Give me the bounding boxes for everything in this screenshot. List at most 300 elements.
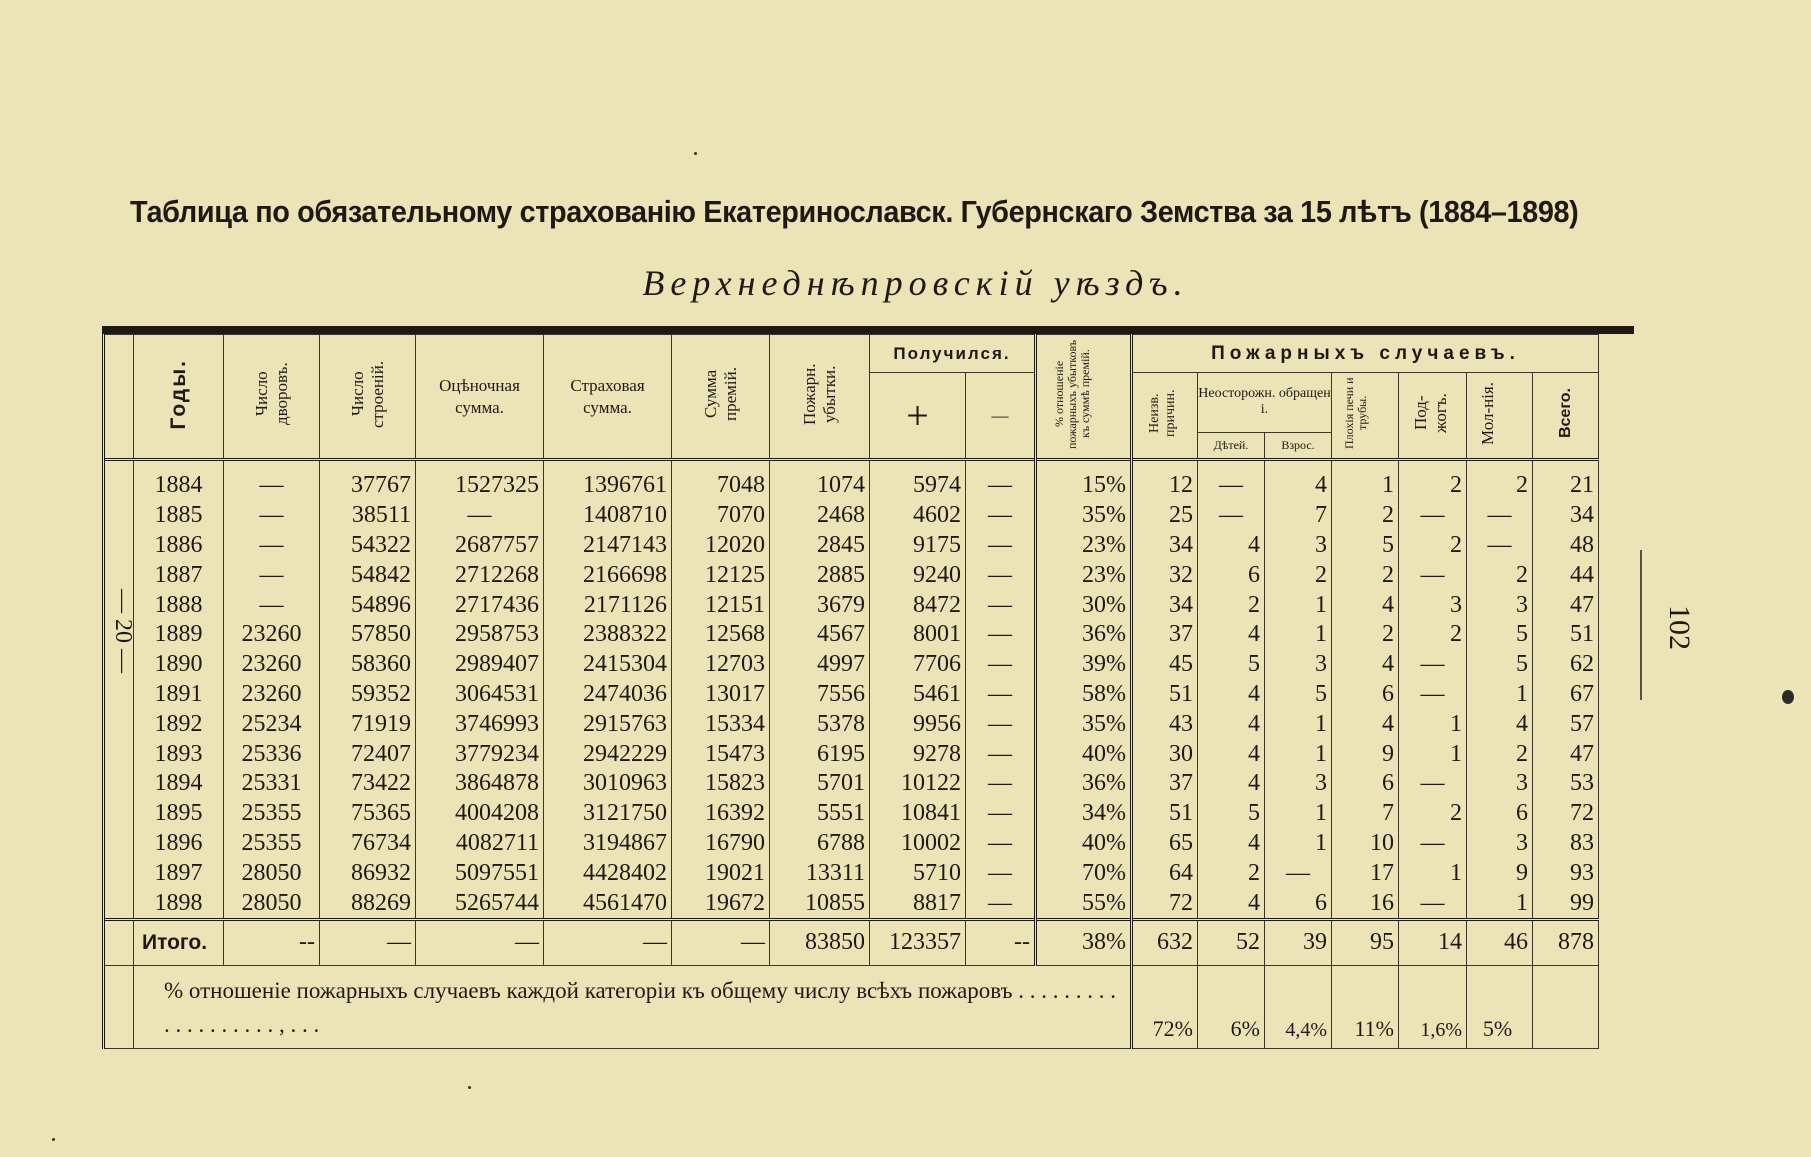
cell-plus: 10002 [870, 829, 966, 859]
cell-arson: — [1399, 888, 1467, 919]
cell-children: — [1198, 501, 1265, 531]
cell-insured: 2166698 [544, 560, 672, 590]
cell-unknown: 64 [1132, 858, 1198, 888]
cell-minus: — [966, 888, 1036, 919]
margin-cell [104, 620, 134, 650]
cell-yards: 25234 [224, 709, 320, 739]
cell-yards: — [224, 460, 320, 501]
cell-yards: 25331 [224, 769, 320, 799]
cell-minus: — [966, 560, 1036, 590]
cell-adults: 1 [1265, 829, 1332, 859]
cell-insured: 2474036 [544, 680, 672, 710]
cell-lightning: 2 [1467, 560, 1533, 590]
cell-losses: 7556 [770, 680, 870, 710]
cell-yards: 25355 [224, 799, 320, 829]
cell-total: 53 [1533, 769, 1599, 799]
cell-valuation: 3064531 [416, 680, 544, 710]
cell-unknown: 25 [1132, 501, 1198, 531]
cell-arson: — [1399, 560, 1467, 590]
cell-valuation: 2687757 [416, 531, 544, 561]
cell-arson: 1 [1399, 709, 1467, 739]
cell-valuation: 3864878 [416, 769, 544, 799]
cell-ratio: 15% [1036, 460, 1132, 501]
cell-insured: 2915763 [544, 709, 672, 739]
cell-buildings: 71919 [320, 709, 416, 739]
cell-total: 83 [1533, 829, 1599, 859]
cell-stoves: 16 [1332, 888, 1399, 919]
cell-total: 47 [1533, 590, 1599, 620]
table-body [104, 460, 1599, 920]
cell-lightning: 1 [1467, 680, 1533, 710]
cell-minus: — [966, 739, 1036, 769]
cell-buildings: 88269 [320, 888, 416, 919]
cell-minus: — [966, 501, 1036, 531]
percent-note: % отношеніе пожарныхъ случаевъ каждой категоріи къ общему числу всѣхъ пожаровъ . . . . . . . . . . . . . . . . . . . , . . . [134, 965, 1132, 1048]
cell-stoves: 1 [1332, 460, 1399, 501]
cell-arson: — [1399, 650, 1467, 680]
cell-arson: 1 [1399, 858, 1467, 888]
table-row [104, 829, 1599, 859]
cell-adults: 4 [1265, 460, 1332, 501]
table-row [104, 888, 1599, 919]
cell-premiums: 12020 [672, 531, 770, 561]
cell-ratio: 23% [1036, 560, 1132, 590]
cell-valuation: 4082711 [416, 829, 544, 859]
cell-minus: — [966, 590, 1036, 620]
table-row [104, 531, 1599, 561]
cell-total: 62 [1533, 650, 1599, 680]
cell-children: 4 [1198, 709, 1265, 739]
cell-plus: 5461 [870, 680, 966, 710]
total-buildings: — [320, 919, 416, 965]
cell-yards: — [224, 560, 320, 590]
cell-premiums: 12703 [672, 650, 770, 680]
cell-year: 1893 [134, 739, 224, 769]
cell-plus: 9175 [870, 531, 966, 561]
margin-cell [104, 829, 134, 859]
cell-total: 51 [1533, 620, 1599, 650]
total-all: 878 [1533, 919, 1599, 965]
cell-total: 57 [1533, 709, 1599, 739]
cell-losses: 6788 [770, 829, 870, 859]
cell-arson: — [1399, 501, 1467, 531]
cell-buildings: 54322 [320, 531, 416, 561]
header-ratio: % отношеніе пожарныхъ убытковъ къ суммѣ премій. [1036, 335, 1132, 460]
cell-premiums: 12151 [672, 590, 770, 620]
cell-minus: — [966, 829, 1036, 859]
cell-valuation: — [416, 501, 544, 531]
table-row [104, 501, 1599, 531]
header-unknown: Неизв. причин. [1132, 373, 1198, 460]
cell-unknown: 45 [1132, 650, 1198, 680]
header-careless: Неосторожн. обращен і. [1198, 373, 1332, 433]
cell-buildings: 72407 [320, 739, 416, 769]
cell-minus: — [966, 531, 1036, 561]
cell-losses: 5551 [770, 799, 870, 829]
cell-year: 1898 [134, 888, 224, 919]
margin-cell [104, 858, 134, 888]
cell-stoves: 4 [1332, 650, 1399, 680]
cell-buildings: 37767 [320, 460, 416, 501]
margin-cell [104, 769, 134, 799]
cell-yards: 25336 [224, 739, 320, 769]
cell-yards: 23260 [224, 680, 320, 710]
cell-buildings: 59352 [320, 680, 416, 710]
cell-adults: 1 [1265, 590, 1332, 620]
cell-total: 34 [1533, 501, 1599, 531]
cell-yards: 25355 [224, 829, 320, 859]
cell-children: 2 [1198, 858, 1265, 888]
cell-ratio: 30% [1036, 590, 1132, 620]
ink-blot [1782, 690, 1794, 704]
cell-adults: — [1265, 858, 1332, 888]
cell-premiums: 13017 [672, 680, 770, 710]
cell-unknown: 51 [1132, 799, 1198, 829]
cell-losses: 2845 [770, 531, 870, 561]
cell-children: 4 [1198, 531, 1265, 561]
table-row [104, 739, 1599, 769]
cell-buildings: 54896 [320, 590, 416, 620]
cell-arson: 2 [1399, 460, 1467, 501]
cell-lightning: 5 [1467, 620, 1533, 650]
cell-year: 1885 [134, 501, 224, 531]
cell-children: 4 [1198, 620, 1265, 650]
header-lightning: Мол-нія. [1467, 373, 1533, 460]
cell-unknown: 32 [1132, 560, 1198, 590]
margin-cell [104, 460, 134, 501]
total-losses: 83850 [770, 919, 870, 965]
cell-lightning: 6 [1467, 799, 1533, 829]
cell-plus: 5974 [870, 460, 966, 501]
cell-unknown: 51 [1132, 680, 1198, 710]
cell-total: 93 [1533, 858, 1599, 888]
margin-cell [104, 739, 134, 769]
cell-plus: 4602 [870, 501, 966, 531]
margin-cell [104, 560, 134, 590]
cell-ratio: 58% [1036, 680, 1132, 710]
margin-cell [104, 965, 134, 1048]
cell-losses: 2468 [770, 501, 870, 531]
cell-stoves: 4 [1332, 709, 1399, 739]
cell-insured: 3121750 [544, 799, 672, 829]
cell-adults: 3 [1265, 650, 1332, 680]
cell-buildings: 58360 [320, 650, 416, 680]
total-minus: -- [966, 919, 1036, 965]
cell-year: 1887 [134, 560, 224, 590]
cell-stoves: 2 [1332, 620, 1399, 650]
cell-stoves: 6 [1332, 769, 1399, 799]
cell-minus: — [966, 680, 1036, 710]
cell-stoves: 4 [1332, 590, 1399, 620]
cell-losses: 3679 [770, 590, 870, 620]
cell-stoves: 7 [1332, 799, 1399, 829]
cell-valuation: 5097551 [416, 858, 544, 888]
cell-lightning: — [1467, 531, 1533, 561]
cell-stoves: 10 [1332, 829, 1399, 859]
cell-adults: 1 [1265, 739, 1332, 769]
cell-unknown: 30 [1132, 739, 1198, 769]
cell-children: — [1198, 460, 1265, 501]
cell-insured: 2942229 [544, 739, 672, 769]
cell-ratio: 34% [1036, 799, 1132, 829]
district-subtitle: Верхнеднѣпровскій уѣздъ. [642, 263, 1189, 303]
cell-children: 4 [1198, 739, 1265, 769]
header-fires: Пожарныхъ случаевъ. [1132, 335, 1599, 373]
header-plus: + [870, 373, 966, 460]
page-title: Таблица по обязательному страхованію Екатеринославск. Губернскаго Земства за 15 лѣтъ (1884–1898) [130, 194, 1579, 229]
cell-lightning: 3 [1467, 590, 1533, 620]
cell-minus: — [966, 620, 1036, 650]
cell-losses: 4567 [770, 620, 870, 650]
cell-yards: 28050 [224, 858, 320, 888]
cell-ratio: 70% [1036, 858, 1132, 888]
cell-insured: 1396761 [544, 460, 672, 501]
cell-total: 48 [1533, 531, 1599, 561]
cell-buildings: 86932 [320, 858, 416, 888]
cell-children: 5 [1198, 650, 1265, 680]
cell-plus: 8472 [870, 590, 966, 620]
header-buildings: Число строеній. [320, 335, 416, 460]
cell-insured: 1408710 [544, 501, 672, 531]
cell-arson: 2 [1399, 620, 1467, 650]
cell-lightning: 9 [1467, 858, 1533, 888]
cell-year: 1886 [134, 531, 224, 561]
totals-row [104, 919, 1599, 965]
cell-adults: 1 [1265, 799, 1332, 829]
left-margin-cell [104, 335, 134, 460]
cell-yards: 23260 [224, 620, 320, 650]
header-adults: Взрос. [1265, 432, 1332, 459]
margin-cell [104, 650, 134, 680]
margin-cell [104, 709, 134, 739]
cell-premiums: 16392 [672, 799, 770, 829]
cell-premiums: 15334 [672, 709, 770, 739]
table-row [104, 460, 1599, 501]
cell-losses: 5378 [770, 709, 870, 739]
cell-children: 6 [1198, 560, 1265, 590]
cell-premiums: 15823 [672, 769, 770, 799]
cell-insured: 2171126 [544, 590, 672, 620]
cell-total: 99 [1533, 888, 1599, 919]
cell-valuation: 2712268 [416, 560, 544, 590]
cell-ratio: 36% [1036, 769, 1132, 799]
pct-arson: 1,6% [1399, 965, 1467, 1048]
cell-yards: 28050 [224, 888, 320, 919]
header-insured: Страховая сумма. [544, 335, 672, 460]
cell-unknown: 12 [1132, 460, 1198, 501]
insurance-table-wrap [102, 326, 1599, 1049]
cell-lightning: 2 [1467, 739, 1533, 769]
cell-premiums: 15473 [672, 739, 770, 769]
cell-arson: 1 [1399, 739, 1467, 769]
cell-yards: — [224, 531, 320, 561]
cell-premiums: 19021 [672, 858, 770, 888]
cell-children: 5 [1198, 799, 1265, 829]
cell-insured: 4561470 [544, 888, 672, 919]
pct-children: 6% [1198, 965, 1265, 1048]
margin-cell [104, 919, 134, 965]
cell-lightning: 2 [1467, 460, 1533, 501]
cell-insured: 4428402 [544, 858, 672, 888]
total-ratio: 38% [1036, 919, 1132, 965]
cell-adults: 7 [1265, 501, 1332, 531]
cell-valuation: 3746993 [416, 709, 544, 739]
cell-total: 21 [1533, 460, 1599, 501]
table-row [104, 590, 1599, 620]
cell-minus: — [966, 858, 1036, 888]
page-number-right: 102 [1663, 604, 1696, 650]
cell-insured: 2147143 [544, 531, 672, 561]
cell-insured: 3194867 [544, 829, 672, 859]
cell-lightning: 5 [1467, 650, 1533, 680]
cell-year: 1892 [134, 709, 224, 739]
cell-premiums: 12568 [672, 620, 770, 650]
cell-total: 67 [1533, 680, 1599, 710]
cell-year: 1894 [134, 769, 224, 799]
cell-arson: 2 [1399, 799, 1467, 829]
cell-minus: — [966, 799, 1036, 829]
cell-losses: 2885 [770, 560, 870, 590]
header-valuation: Оцѣночная сумма. [416, 335, 544, 460]
table-row [104, 680, 1599, 710]
cell-children: 4 [1198, 769, 1265, 799]
margin-cell [104, 680, 134, 710]
insurance-table [102, 334, 1599, 1049]
total-valuation: — [416, 919, 544, 965]
cell-unknown: 37 [1132, 769, 1198, 799]
cell-minus: — [966, 769, 1036, 799]
margin-cell [104, 590, 134, 620]
cell-buildings: 75365 [320, 799, 416, 829]
pct-unknown: 72% [1132, 965, 1198, 1048]
page-number-left: — 20 — [110, 589, 136, 673]
total-plus: 123357 [870, 919, 966, 965]
cell-children: 4 [1198, 888, 1265, 919]
total-unknown: 632 [1132, 919, 1198, 965]
total-lightning: 46 [1467, 919, 1533, 965]
cell-premiums: 16790 [672, 829, 770, 859]
cell-adults: 2 [1265, 560, 1332, 590]
total-insured: — [544, 919, 672, 965]
cell-year: 1896 [134, 829, 224, 859]
cell-losses: 6195 [770, 739, 870, 769]
cell-plus: 9278 [870, 739, 966, 769]
pct-total [1533, 965, 1599, 1048]
cell-valuation: 5265744 [416, 888, 544, 919]
cell-stoves: 5 [1332, 531, 1399, 561]
cell-lightning: 3 [1467, 769, 1533, 799]
cell-stoves: 2 [1332, 560, 1399, 590]
header-stoves: Плохія печи и трубы. [1332, 373, 1399, 460]
cell-arson: — [1399, 680, 1467, 710]
cell-unknown: 43 [1132, 709, 1198, 739]
cell-unknown: 34 [1132, 531, 1198, 561]
cell-lightning: 3 [1467, 829, 1533, 859]
cell-unknown: 37 [1132, 620, 1198, 650]
cell-insured: 2415304 [544, 650, 672, 680]
cell-buildings: 38511 [320, 501, 416, 531]
cell-plus: 5710 [870, 858, 966, 888]
header-years: Годы. [134, 335, 224, 460]
cell-year: 1897 [134, 858, 224, 888]
cell-year: 1890 [134, 650, 224, 680]
cell-stoves: 2 [1332, 501, 1399, 531]
cell-arson: — [1399, 829, 1467, 859]
cell-arson: 3 [1399, 590, 1467, 620]
cell-arson: 2 [1399, 531, 1467, 561]
cell-yards: 23260 [224, 650, 320, 680]
margin-cell [104, 501, 134, 531]
cell-plus: 9240 [870, 560, 966, 590]
header-children: Дѣтей. [1198, 432, 1265, 459]
cell-yards: — [224, 501, 320, 531]
cell-plus: 10841 [870, 799, 966, 829]
cell-arson: — [1399, 769, 1467, 799]
margin-cell [104, 531, 134, 561]
cell-ratio: 39% [1036, 650, 1132, 680]
total-adults: 39 [1265, 919, 1332, 965]
cell-buildings: 73422 [320, 769, 416, 799]
cell-losses: 10855 [770, 888, 870, 919]
cell-premiums: 12125 [672, 560, 770, 590]
table-row [104, 769, 1599, 799]
cell-stoves: 17 [1332, 858, 1399, 888]
cell-losses: 13311 [770, 858, 870, 888]
cell-ratio: 55% [1036, 888, 1132, 919]
cell-total: 44 [1533, 560, 1599, 590]
cell-unknown: 65 [1132, 829, 1198, 859]
cell-total: 72 [1533, 799, 1599, 829]
cell-plus: 7706 [870, 650, 966, 680]
cell-plus: 10122 [870, 769, 966, 799]
total-label: Итого. [134, 919, 224, 965]
cell-ratio: 36% [1036, 620, 1132, 650]
table-row [104, 709, 1599, 739]
percent-row [104, 965, 1599, 1048]
cell-plus: 8817 [870, 888, 966, 919]
header-result: Получился. [870, 335, 1036, 373]
cell-yards: — [224, 590, 320, 620]
cell-unknown: 72 [1132, 888, 1198, 919]
cell-ratio: 35% [1036, 709, 1132, 739]
cell-losses: 1074 [770, 460, 870, 501]
cell-valuation: 1527325 [416, 460, 544, 501]
cell-adults: 6 [1265, 888, 1332, 919]
header-total: Всего. [1533, 373, 1599, 460]
cell-adults: 3 [1265, 531, 1332, 561]
margin-cell [104, 799, 134, 829]
cell-ratio: 40% [1036, 739, 1132, 769]
cell-stoves: 6 [1332, 680, 1399, 710]
pct-adults: 4,4% [1265, 965, 1332, 1048]
cell-ratio: 23% [1036, 531, 1132, 561]
cell-valuation: 2989407 [416, 650, 544, 680]
header-minus: — [966, 373, 1036, 460]
cell-plus: 9956 [870, 709, 966, 739]
cell-year: 1884 [134, 460, 224, 501]
cell-valuation: 4004208 [416, 799, 544, 829]
table-row [104, 650, 1599, 680]
cell-unknown: 34 [1132, 590, 1198, 620]
cell-year: 1895 [134, 799, 224, 829]
table-row [104, 560, 1599, 590]
cell-children: 4 [1198, 680, 1265, 710]
cell-valuation: 2958753 [416, 620, 544, 650]
cell-losses: 4997 [770, 650, 870, 680]
total-yards: -- [224, 919, 320, 965]
cell-ratio: 40% [1036, 829, 1132, 859]
cell-lightning: 1 [1467, 888, 1533, 919]
